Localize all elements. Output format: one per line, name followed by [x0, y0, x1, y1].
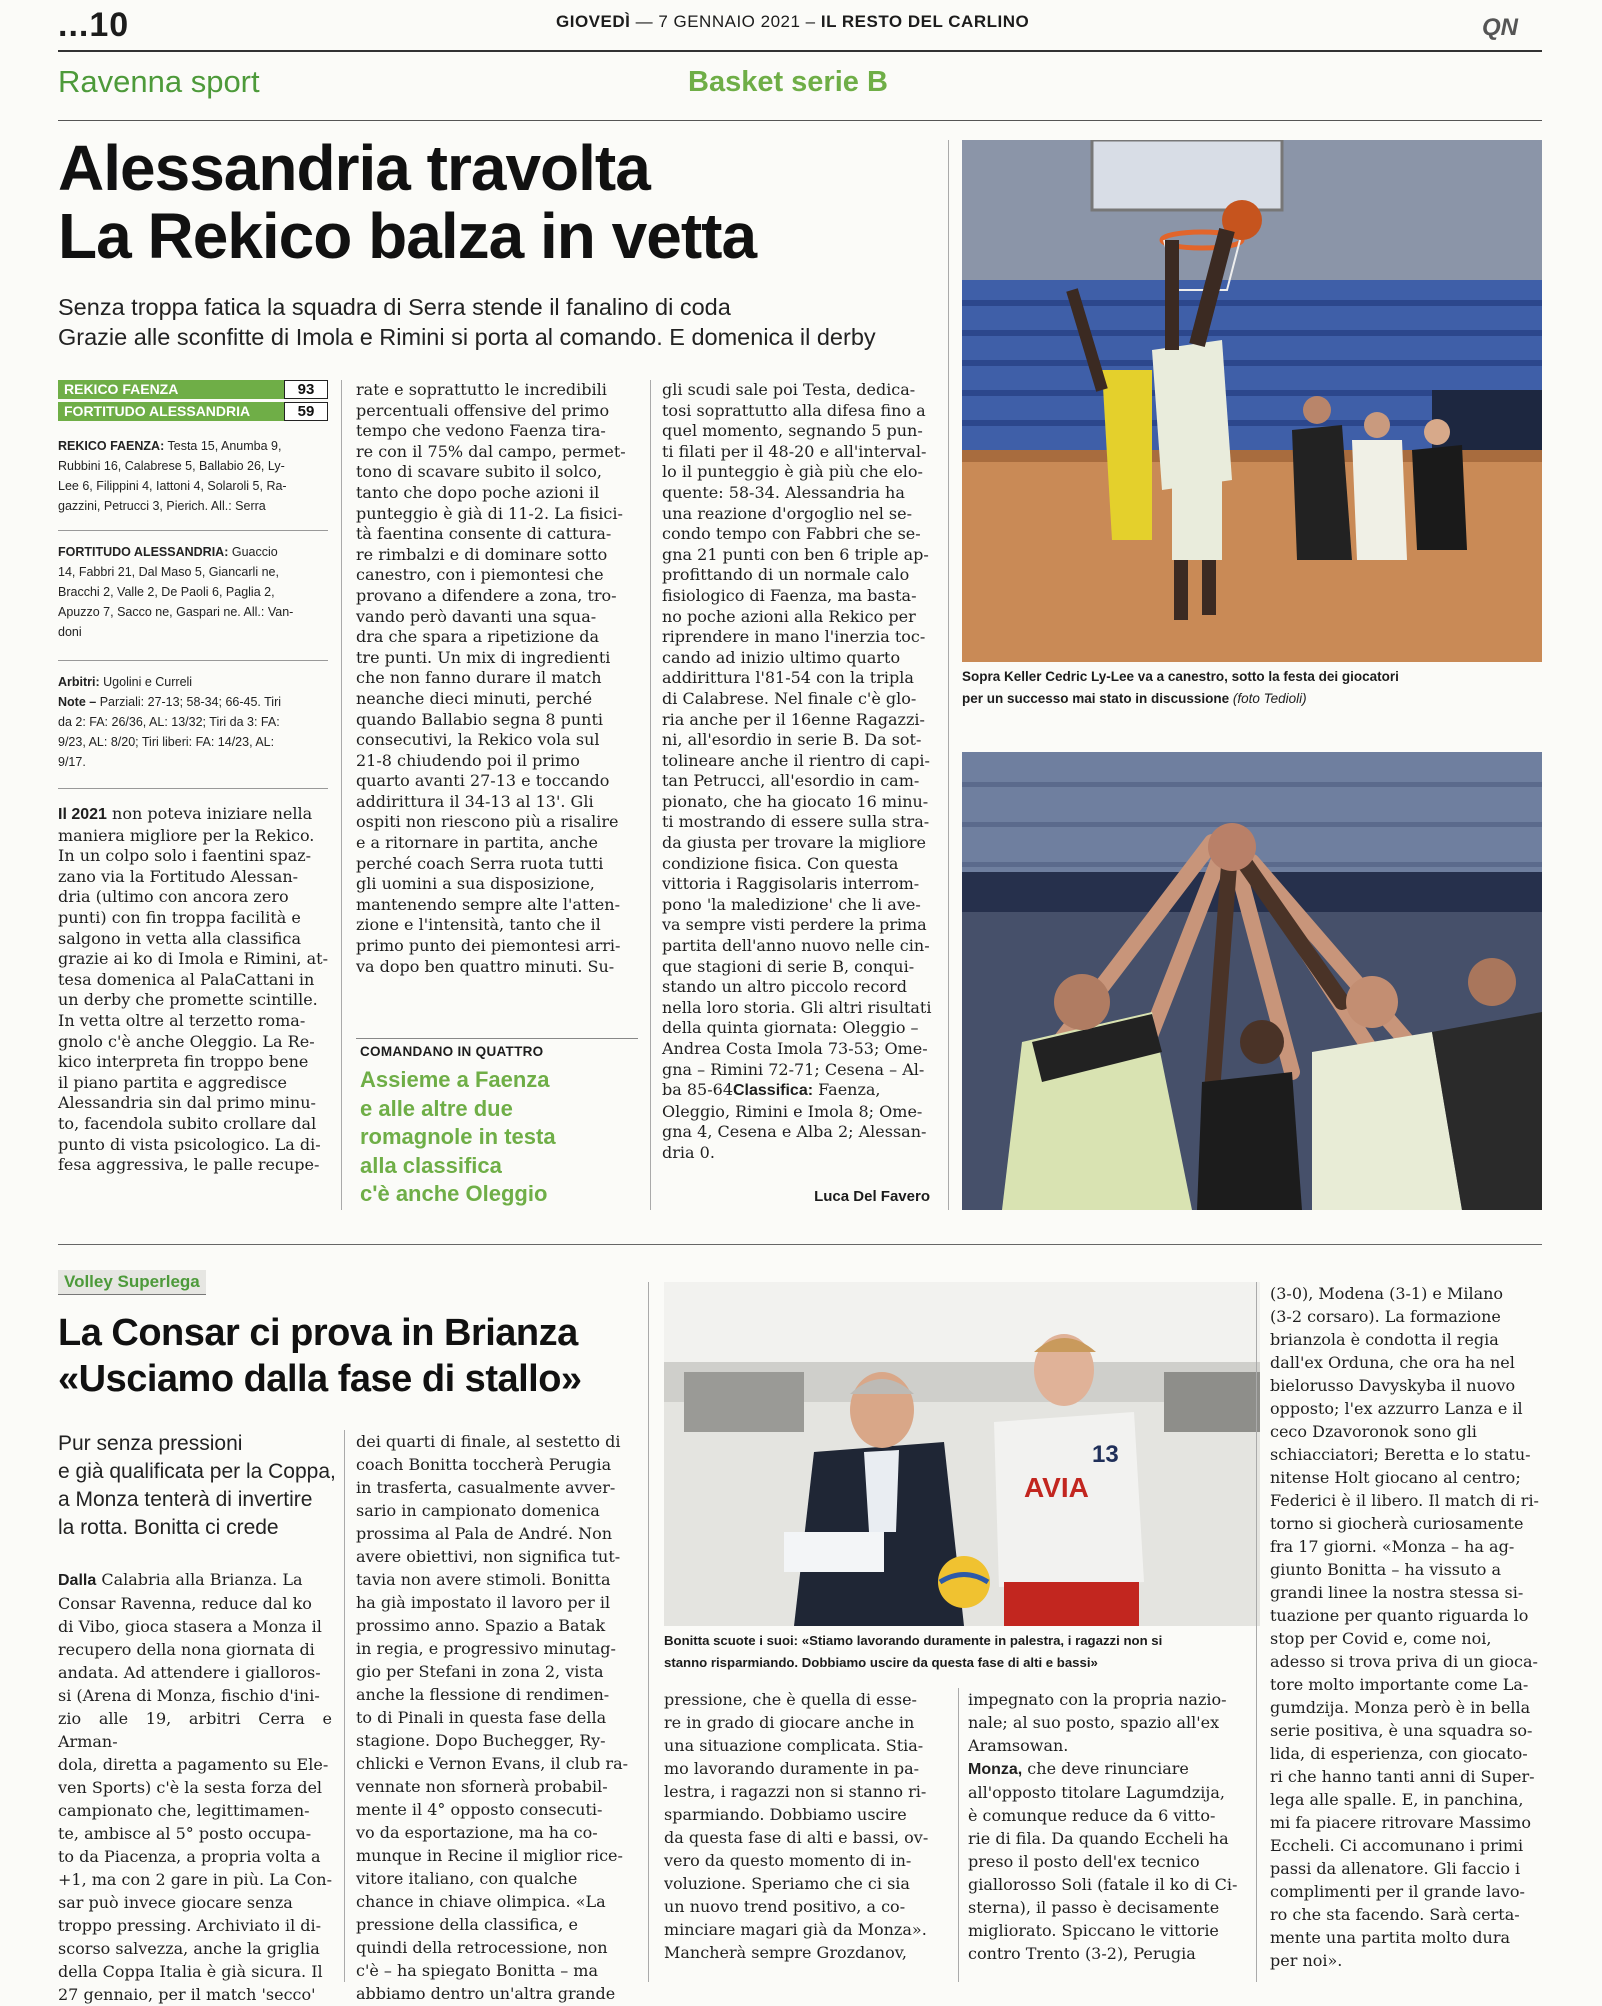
tabellino-home: [58, 436, 328, 516]
tabellino-rule: [58, 530, 328, 531]
article-column-1: [58, 804, 330, 1176]
caption-line-1: Bonitta scuote i suoi: «Stiamo lavorando duramente in palestra, i ragazzi non si: [664, 1633, 1163, 1648]
photo-coach-image: [664, 1282, 1260, 1626]
photo-credit: (foto Tedioli): [1232, 691, 1307, 706]
photo-huddle-image: [962, 752, 1542, 1210]
dateline-paper: IL RESTO DEL CARLINO: [820, 12, 1030, 31]
monza-lead: Monza,: [968, 1761, 1023, 1778]
photo-dunk: [962, 140, 1542, 662]
score-value-1: 93: [284, 380, 328, 399]
dateline: [556, 12, 1029, 32]
column-rule: [958, 1688, 959, 1982]
box-label: COMANDANO IN QUATTRO: [360, 1044, 544, 1059]
volley-column-5: (3-0), Modena (3-1) e Milano (3-2 corsaro). La formazione brianzola è condotta il regia dall'ex Orduna, che ora ha nel bielorusso Davyskyba il nuovo opposto; l'ex azzurro Lanza e il ceco Dzavoronok sono gli schiacciatori; Beretta e lo statu- nitense Holt giocano al centro; Federici è il libero. Il match di ri- torno si giocherà curiosamente fra 17 giorni. «Monza – ha ag- giunto Bonitta – ha vissuto a grandi linee la nostra stessa si- tuazione per quanto riguarda lo stop per Covid e, come noi, adesso si trova priva di un gioca- tore molto importante come La- gumdzija. Monza però è in bella serie positiva, è una squadra so- lida, di esperienza, con giocato- ri che hanno tanti anni di Super- lega alle spalle. E, in panchina, mi fa piacere ritrovare Massimo Eccheli. Ci accomunano i primi passi da allenatore. Gli faccio i complimenti per il grande lavo- ro che sta facendo. Sarà certa- mente una partita molto dura per noi».: [1270, 1284, 1539, 1970]
volley-subheadline: Pur senza pressioni e già qualificata per la Coppa, a Monza tenterà di invertire la rotta. Bonitta ci crede: [58, 1432, 336, 1539]
volley-headline-line-2: «Usciamo dalla fase di stallo»: [58, 1358, 582, 1400]
tabellino-rule: [58, 660, 328, 661]
page-number: ...10: [58, 6, 130, 44]
photo-dunk-image: [962, 140, 1542, 662]
column-rule: [648, 1282, 649, 1982]
column-text: gli scudi sale poi Testa, dedica- tosi soprattutto alla difesa fino a quel momento, segnando 5 pun- ti filati per il 48-20 e all'interval- lo il punteggio è già più che elo- quente: 58-34. Alessandria ha una reazione d'orgoglio nel se- condo tempo con Fabbri che se- gna 21 punti con ben 6 triple ap- profittando di un normale calo fisiologico di Faenza, ma basta- no poche azioni alla Rekico per riprendere in mano l'inerzia toc- cando ad inizio ultimo quarto addirittura l'81-54 con la tripla di Calabrese. Nel finale c'è glo- ria anche per il 16enne Ragazzi- ni, all'esordio in serie B. Da sot- tolineare anche il rientro di capi- tan Petrucci, all'esordio in cam- pionato, che ha giocato 16 minu- ti mostrando di essere sulla stra- da giusta per trovare la migliore condizione fisica. Con questa vittoria i Raggisolaris interrom- pono 'la maledizione' che li ave- va sempre visti perdere la prima partita dell'anno nuovo nelle cin- que stagioni di serie B, conqui- stando un altro piccolo record nella loro storia. Gli altri risultati della quinta giornata: Oleggio – Andrea Costa Imola 73-53; Ome- gna – Rimini 72-71; Cesena – Al- ba 85-64: [662, 380, 932, 1100]
score-value-2: 59: [284, 402, 328, 421]
caption-line-2: stanno risparmiando. Dobbiamo uscire da questa fase di alti e bassi»: [664, 1655, 1098, 1670]
qn-logo: QN: [1482, 14, 1518, 41]
headline: [58, 134, 958, 270]
column-rule: [1256, 1282, 1257, 1982]
article-column-3: [662, 380, 932, 1164]
volley-column-4: [968, 1688, 1244, 1965]
kicker: Basket serie B: [688, 66, 888, 98]
section-title: Ravenna sport: [58, 64, 260, 99]
volley-column-1: [58, 1568, 332, 2006]
box-rule: [356, 1038, 638, 1039]
sport-tag: Volley Superlega: [58, 1270, 206, 1295]
headline-line-2: La Rekico balza in vetta: [58, 200, 757, 272]
photo-huddle: [962, 752, 1542, 1210]
caption-line-1: Sopra Keller Cedric Ly-Lee va a canestro, sotto la festa dei giocatori: [962, 669, 1399, 684]
photo-coach: [664, 1282, 1260, 1626]
article-column-2: rate e soprattutto le incredibili percentuali offensive del primo tempo che vedono Faenza tira- re con il 75% dal campo, permet- tono di scavare subito il solco, tanto che dopo poche azioni il punteggio è già di 11-2. La fisici- tà faentina consente di cattura- re rimbalzi e di dominare sotto canestro, con i piemontesi che provano a difendere a zona, tro- vando però davanti una squa- dra che spara a ripetizione da tre punti. Un mix di ingredienti che non fanno durare il match neanche dieci minuti, perché quando Ballabio segna 8 punti consecutivi, la Rekico vola sul 21-8 chiudendo poi il primo quarto avanti 27-13 e toccando addirittura il 34-13 al 13'. Gli ospiti non riescono più a risalire e a ritornare in partita, anche perché coach Serra ruota tutti gli uomini a sua disposizione, mantenendo sempre alte l'atten- zione e l'intensità, tanto che il primo punto dei piemontesi arri- va dopo ben quattro minuti. Su-: [356, 380, 626, 976]
byline: Luca Del Favero: [814, 1188, 930, 1205]
tabellino-rule: [58, 788, 328, 789]
column-rule: [650, 380, 651, 1210]
tabellino-home-label: REKICO FAENZA:: [58, 439, 165, 453]
column-text-tail: Faenza, Oleggio, Rimini e Imola 8; Ome- gna 4, Cesena e Alba 2; Alessan- dria 0.: [662, 1080, 927, 1162]
lead-in: Il 2021: [58, 806, 107, 823]
notes-text: Parziali: 27-13; 58-34; 66-45. Tiri da 2: FA: 26/36, AL: 13/32; Tiri da 3: FA: 9/23, AL: 8/20; Tiri liberi: FA: 14/23, AL: 9/17.: [58, 695, 282, 769]
referee-text: Ugolini e Curreli: [103, 675, 193, 689]
section-divider: [58, 1244, 1542, 1245]
volley-column-2: dei quarti di finale, al sestetto di coach Bonitta toccherà Perugia in trasferta, casualmente avver- sario in campionato domenica prossima al Pala de André. Non avere obiettivi, non significa tut- tavia non avere stimoli. Bonitta ha già impostato il lavoro per il prossimo anno. Spazio a Batak in regia, e progressivo minutag- gio per Stefani in zona 2, vista anche la flessione di rendimen- to di Pinali in questa fase della stagione. Dopo Buchegger, Ry- chlicki e Vernon Evans, il club ra- vennate non sfornerà probabil- mente il 4° opposto consecuti- vo da esportazione, ma ha co- munque in Recine il miglior rice- vitore italiano, con qualche chance in chiave olimpica. «La pressione della classifica, e quindi della retrocessione, non c'è – ha spiegato Bonitta – ma abbiamo dentro un'altra grande: [356, 1432, 629, 2003]
section-rule: [58, 120, 1542, 121]
column-text-tail: che deve rinunciare all'opposto titolare Lagumdzija, è comunque reduce da 6 vitto- rie di fila. Da quando Eccheli ha preso il posto dell'ex tecnico giallorosso Soli (fatale il ko di Ci- sterna), il passo è decisamente migliorato. Spiccano le vittorie contro Trento (3-2), Perugia: [968, 1759, 1238, 1963]
classifica-label: Classifica:: [733, 1082, 814, 1100]
tabellino-notes: [58, 672, 328, 772]
referee-label: Arbitri:: [58, 675, 100, 689]
photo-caption-1: [962, 666, 1542, 710]
dateline-day: GIOVEDÌ: [556, 12, 631, 31]
volley-headline: [58, 1310, 678, 1402]
tabellino-away-label: FORTITUDO ALESSANDRIA:: [58, 545, 229, 559]
masthead-rule: [58, 50, 1542, 52]
caption-line-2: per un successo mai stato in discussione (foto Tedioli): [962, 691, 1307, 706]
box-quote: Assieme a Faenza e alle altre due romagnole in testa alla classifica c'è anche Oleggio: [360, 1067, 556, 1206]
notes-label: Note –: [58, 695, 97, 709]
lead-in: Dalla: [58, 1572, 97, 1589]
subheadline: [58, 292, 958, 352]
volley-column-3: pressione, che è quella di esse- re in grado di giocare anche in una situazione complicata. Stia- mo lavorando duramente in pa- lestra, i ragazzi non si stanno ri- sparmiando. Dobbiamo uscire da questa fase di alti e bassi, ov- vero da questo momento di in- voluzione. Speriamo che ci sia un nuovo trend positivo, a co- minciare magari già da Monza». Mancherà sempre Grozdanov,: [664, 1690, 929, 1962]
volley-headline-line-1: La Consar ci prova in Brianza: [58, 1312, 578, 1354]
score-team-2: FORTITUDO ALESSANDRIA: [58, 402, 328, 421]
headline-line-1: Alessandria travolta: [58, 132, 650, 204]
column-text: non poteva iniziare nella maniera migliore per la Rekico. In un colpo solo i faentini spaz- zano via la Fortitudo Alessan- dria (ultimo con ancora zero punti) con fin troppa facilità e salgono in vetta alla classifica grazie ai ko di Imola e Rimini, at- tesa domenica al PalaCattani in un derby che promette scintille. In vetta oltre al terzetto roma- gnolo c'è anche Oleggio. La Re- kico interpreta fin troppo bene il piano partita e aggredisce Alessandria sin dal primo minu- to, facendola subito crollare dal punto di vista psicologico. La di- fesa aggressiva, le palle recupe-: [58, 804, 328, 1175]
subheadline-line-1: Senza troppa fatica la squadra di Serra stende il fanalino di coda: [58, 294, 731, 320]
tabellino-home-text: Testa 15, Anumba 9, Rubbini 16, Calabrese 5, Ballabio 26, Ly- Lee 6, Filippini 4, Iattoni 4, Solaroli 5, Ra- gazzini, Petrucci 3, Pierich. All.: Serra: [58, 439, 287, 513]
subheadline-line-2: Grazie alle sconfitte di Imola e Rimini si porta al comando. E domenica il derby: [58, 324, 876, 350]
column-rule: [341, 380, 342, 1210]
column-text: impegnato con la propria nazio- nale; al suo posto, spazio all'ex Aramsowan.: [968, 1690, 1227, 1755]
column-rule: [344, 1430, 345, 1982]
tabellino-away: [58, 542, 328, 642]
dateline-date: — 7 GENNAIO 2021 –: [635, 12, 816, 31]
photo-sponsor: AVIA: [1024, 1472, 1089, 1503]
column-rule: [948, 140, 949, 1210]
column-text: Calabria alla Brianza. La Consar Ravenna, reduce dal ko di Vibo, gioca stasera a Monza il recupero della nona giornata di andata. Ad attendere i gialloros- si (Arena di Monza, fischio d'ini- zio alle 19, arbitri Cerra e Arman- dola, diretta a pagamento su Ele- ven Sports) c'è la sesta forza del campionato che, legittimamen- te, ambisce al 5° posto occupa- to da Piacenza, a propria volta a +1, ma con 2 gare in più. La Con- sar può invece giocare senza troppo pressing. Archiviato il di- scorso salvezza, anche la griglia della Coppa Italia è già sicura. Il 27 gennaio, per il match 'secco': [58, 1570, 332, 2004]
tabellino-away-text: Guaccio 14, Fabbri 21, Dal Maso 5, Giancarli ne, Bracchi 2, Valle 2, De Paoli 6, Paglia 2, Apuzzo 7, Sacco ne, Gaspari ne. All.: Van- doni: [58, 545, 294, 639]
photo-jersey-number: 13: [1092, 1441, 1119, 1468]
score-team-1: REKICO FAENZA: [58, 380, 328, 399]
photo-caption-2: [664, 1630, 1260, 1674]
